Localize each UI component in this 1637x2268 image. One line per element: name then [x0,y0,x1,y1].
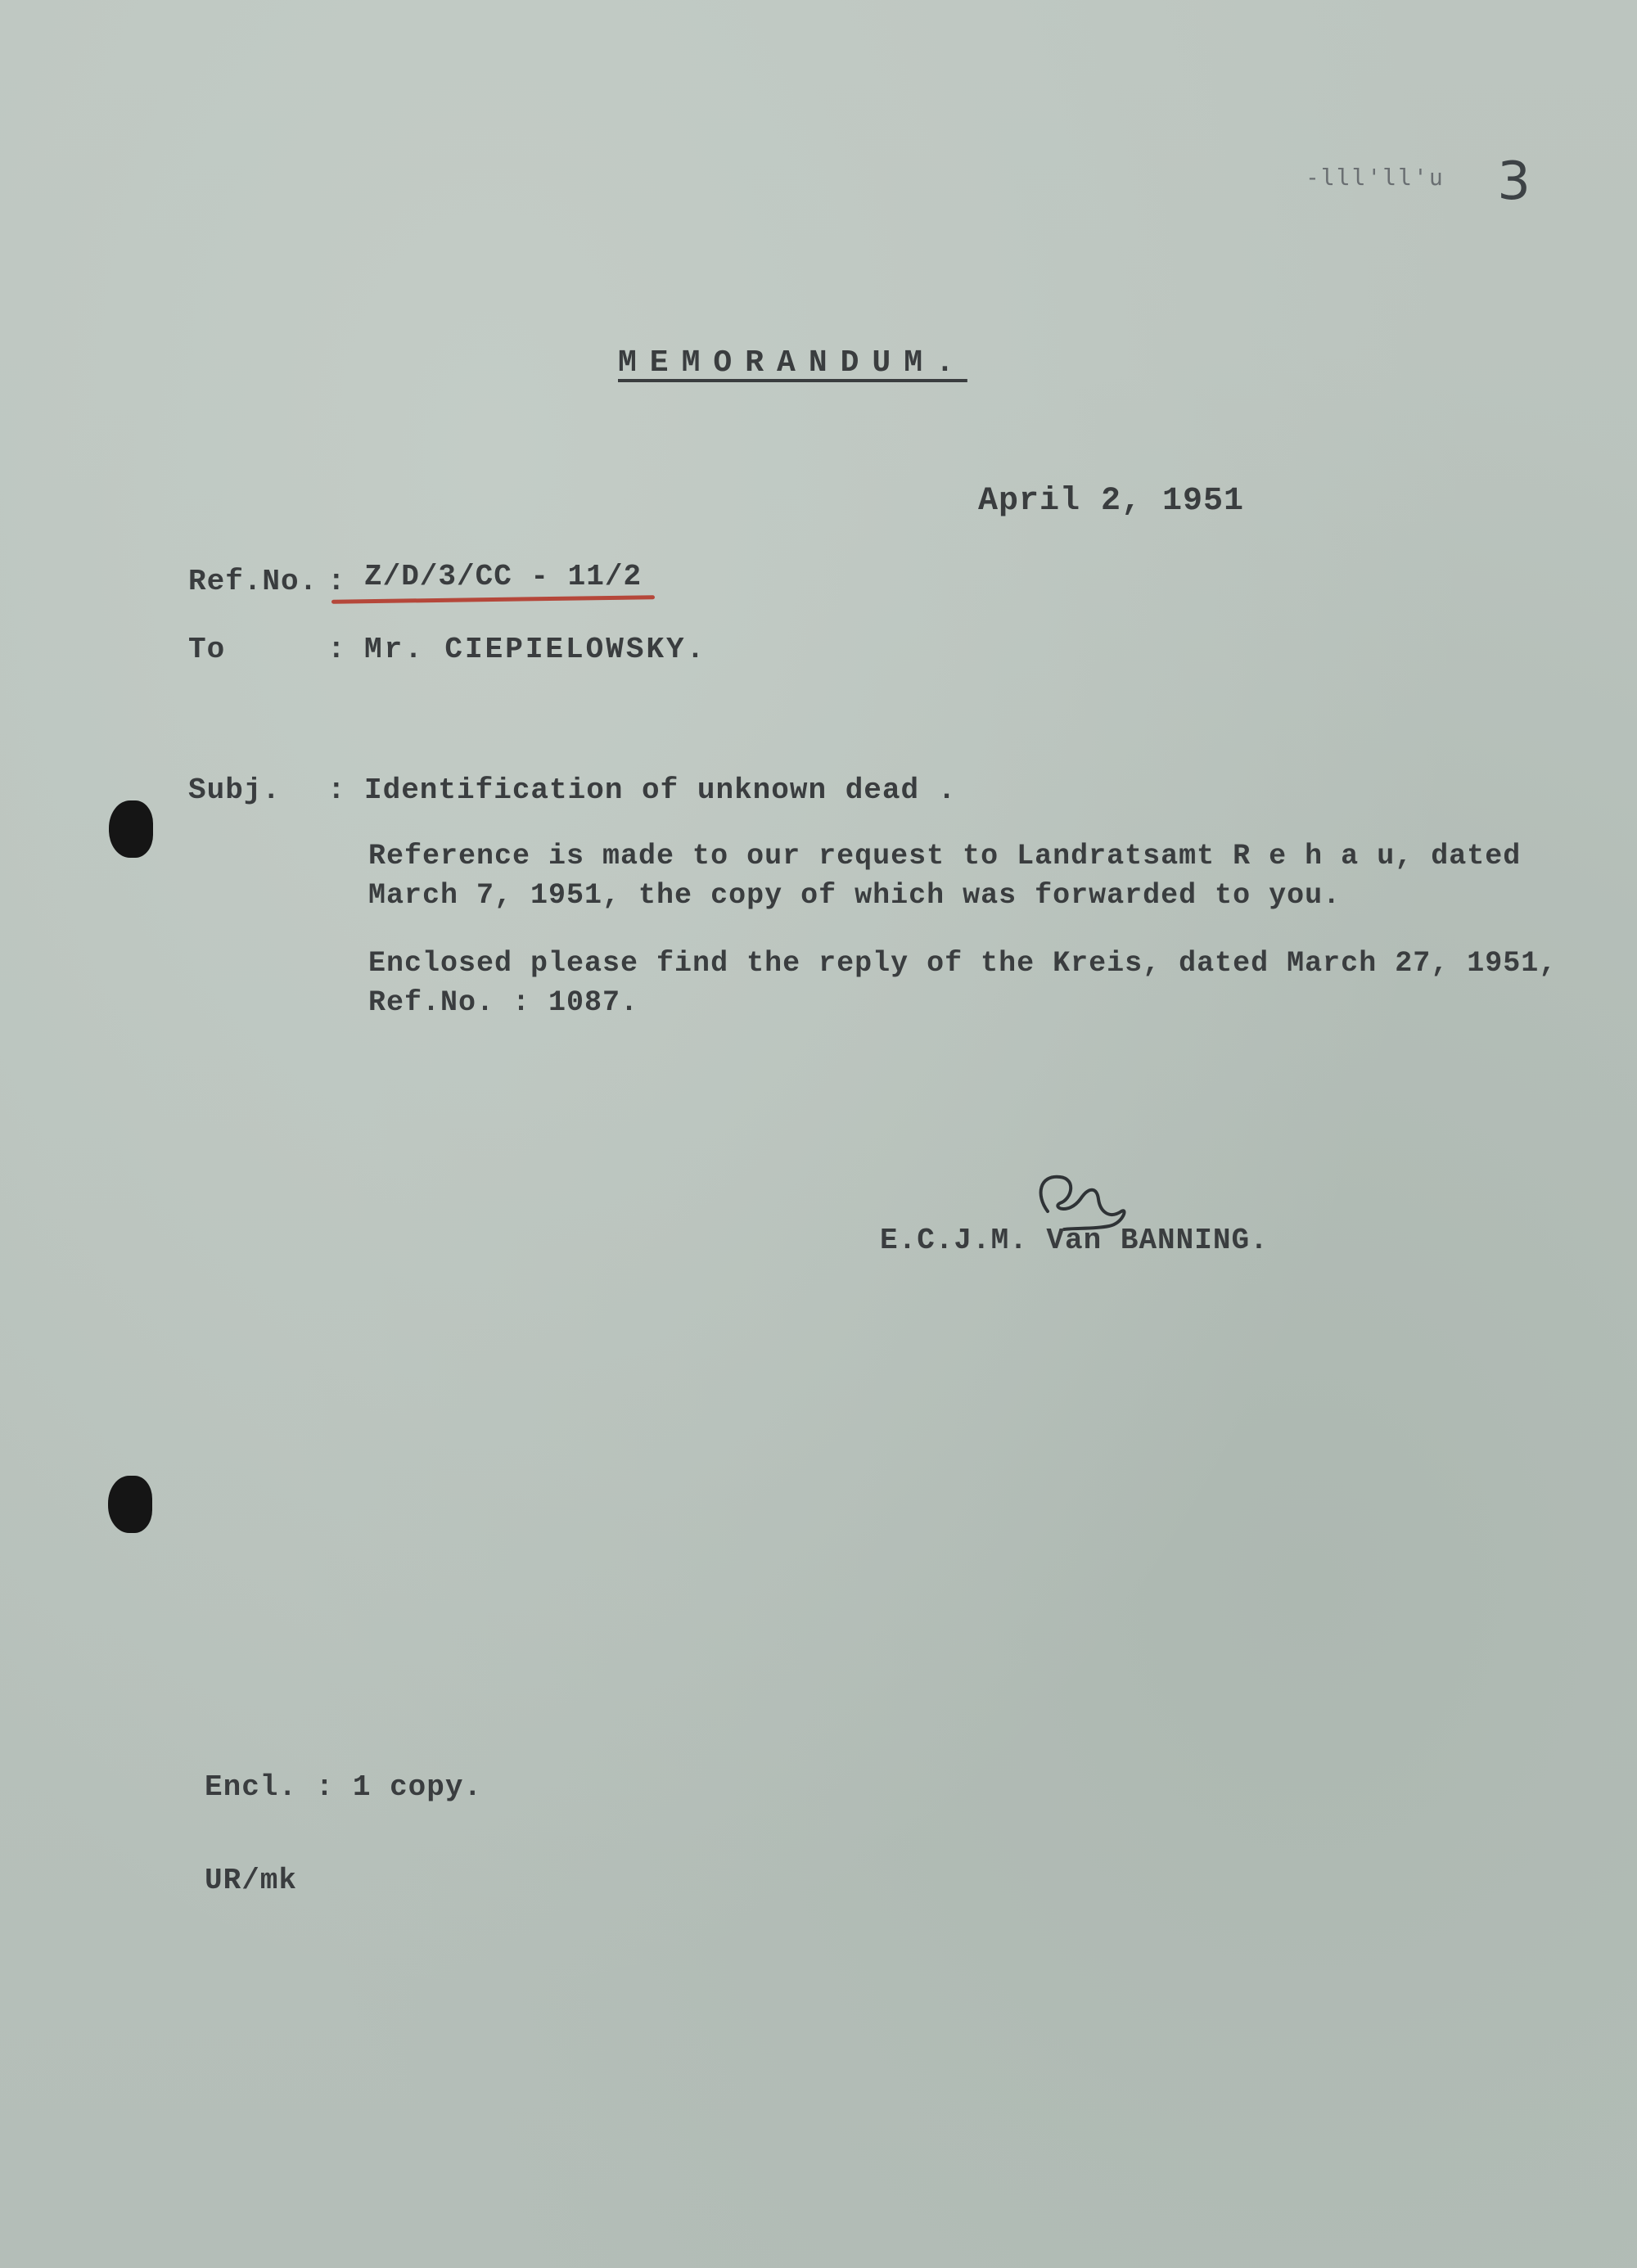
document-title: MEMORANDUM. [618,345,967,381]
recipient: Mr. CIEPIELOWSKY. [364,633,707,666]
enclosure-separator: : [315,1770,335,1804]
paragraph-2-line-2: Ref.No. : 1087. [368,986,639,1019]
signatory-name: E.C.J.M. Van BANNING. [880,1224,1269,1257]
to-label: To [188,633,226,666]
typist-initials: UR/mk [205,1864,298,1897]
archive-stamp-mark: -lll'll'u [1306,164,1445,191]
ref-label: Ref.No. [188,565,318,598]
document-date: April 2, 1951 [978,483,1245,520]
enclosure-value: 1 copy. [352,1770,483,1804]
to-separator: : [327,633,346,666]
subject-separator: : [327,773,346,807]
punch-hole-lower [108,1476,152,1533]
paragraph-2-line-1: Enclosed please find the reply of the Kreis, dated March 27, 1951, [368,947,1558,980]
subject-label: Subj. [188,773,282,807]
subject-text: Identification of unknown dead . [364,773,957,807]
paragraph-1-line-2: March 7, 1951, the copy of which was forwarded to you. [368,879,1342,912]
ref-separator: : [327,565,346,598]
red-pencil-underline [331,595,655,604]
enclosure-note [205,1770,482,1804]
page-number-stamp: 3 [1497,151,1531,212]
enclosure-label: Encl. [205,1770,298,1804]
punch-hole-upper [109,800,153,858]
paragraph-1-line-1: Reference is made to our request to Landratsamt R e h a u, dated [368,840,1522,872]
ref-number: Z/D/3/CC - 11/2 [364,560,643,593]
